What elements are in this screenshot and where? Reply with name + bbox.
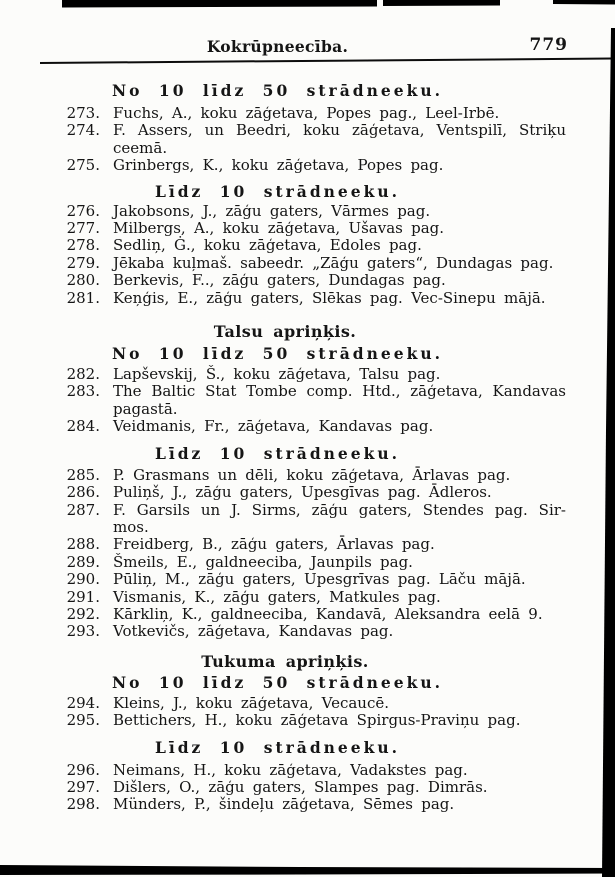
entry-text: Jēkaba kuļmaš. sabeedr. „Zāģu gaters“, Dundagas pag. [113,253,554,272]
entry-row [0,366,615,383]
entry-number: 285. [66,465,100,484]
entry-text: Berkevis, F.., zāģu gaters, Dundagas pag. [113,271,446,290]
group-heading: Līdz 10 strādneeku. [154,181,401,201]
scan-bar-top-left [62,0,377,8]
entry-number: 284. [66,417,100,436]
entry-text: Votkevičs, zāģetava, Kandavas pag. [113,622,394,641]
entry-number: 292. [66,604,100,623]
entry-list [0,203,615,307]
entry-text: Kārkliņ, K., galdneeciba, Kandavā, Aleksandra eelā 9. [113,604,543,623]
entry-number: 295. [66,711,100,730]
entry-text: Kleins, J., koku zāģetava, Vecaucē. [113,693,389,712]
entry-text: Grinbergs, K., koku zāģetava, Popes pag. [113,156,444,175]
entry-text: Veidmanis, Fr., zāģetava, Kandavas pag. [113,417,434,436]
entry-text: Milbergs, A., koku zāģetava, Ušavas pag. [113,219,445,238]
entry-text: Keņģis, E., zāģu gaters, Slēkas pag. Vec-Sinepu mājā. [113,288,546,307]
entry-text: Puliņš, J., zāģu gaters, Upesgīvas pag. Ādleros. [113,483,492,502]
group-heading: No 10 līdz 50 strādneeku. [112,81,443,100]
entry-number: 287. [66,500,100,519]
entry-row [0,467,615,484]
entry-text-line: ceemā. [113,138,168,157]
entry-row [0,272,615,289]
entry-row [0,220,615,237]
entry-number: 278. [66,236,100,255]
group-heading: Līdz 10 strādneeku. [154,737,401,757]
entry-text: Freidberg, B., zāģu gaters, Ārlavas pag. [113,535,435,554]
entry-row [0,157,615,174]
entry-text: P. Grasmans un dēli, koku zāģetava, Ārlavas pag. [113,465,511,484]
scan-bar-top-mid [383,0,500,6]
entry-text-line: F. Garsils un J. Sirms, zāģu gaters, Stendes pag. Sir- [113,500,566,519]
entry-row [0,712,615,729]
entry-number: 279. [66,253,100,272]
entry-row [0,484,615,501]
entry-text-line: pagastā. [113,399,178,418]
entry-row [0,290,615,307]
entry-row [0,571,615,588]
scan-bar-bottom [0,865,615,875]
entry-text [113,502,566,537]
entry-text: Münders, P., šindeļu zāģetava, Sēmes pag. [113,795,455,814]
entry-list [0,467,615,641]
entry-row [0,554,615,571]
entry-row [0,237,615,254]
group-heading: No 10 līdz 50 strādneeku. [112,672,443,692]
entry-row [0,589,615,606]
entry-number: 298. [66,795,100,814]
entry-row [0,762,615,779]
page-number: 779 [529,35,568,55]
entry-text: Fuchs, A., koku zāģetava, Popes pag., Leel-Irbē. [113,104,500,122]
entry-number: 289. [66,552,100,571]
entry-row [0,383,615,418]
entry-row [0,203,615,220]
entry-row [0,606,615,623]
entry-text: Dišlers, O., zāģu gaters, Slampes pag. Dimrās. [113,777,488,796]
entry-list [0,366,615,436]
entry-number: 280. [66,271,100,290]
entry-text: Neimans, H., koku zāģetava, Vadakstes pag. [113,760,468,779]
entry-text: Sedliņ, Ġ., koku zāģetava, Edoles pag. [113,236,422,255]
entry-text: Jakobsons, J., zāģu gaters, Vārmes pag. [113,201,431,220]
entry-list [0,762,615,814]
entry-list [0,695,615,730]
entry-row [0,122,615,157]
entry-text: Vismanis, K., zāģu gaters, Matkules pag. [113,587,441,606]
entry-number: 290. [66,570,100,589]
entry-number: 283. [66,382,100,401]
entry-row [0,796,615,813]
district-heading: Tukuma apriņķis. [201,651,369,671]
entry-number: 296. [66,760,100,779]
entry-row [0,502,615,537]
entry-row [0,623,615,640]
entry-number: 288. [66,535,100,554]
entry-row [0,695,615,712]
entry-number: 291. [66,587,100,606]
entry-number: 286. [66,483,100,502]
entry-text-line: mos. [113,517,149,536]
entry-number: 293. [66,622,100,641]
header-rule [40,58,612,65]
entry-number: 282. [66,365,100,384]
entry-text: Šmeils, E., galdneeciba, Jaunpils pag. [113,552,413,571]
scan-bar-top-right [553,0,615,5]
entry-number: 297. [66,777,100,796]
entry-text: Lapševskij, Š., koku zāģetava, Talsu pag. [113,365,441,384]
entry-row [0,779,615,796]
group-heading: Līdz 10 strādneeku. [154,443,401,463]
entry-row [0,536,615,553]
entry-number: 273. [66,104,100,122]
entry-number: 294. [66,693,100,712]
group-heading: No 10 līdz 50 strādneeku. [112,344,443,364]
entry-number: 281. [66,288,100,307]
entry-number: 276. [66,201,100,220]
entry-text-line: The Baltic Stat Tombe comp. Htd., zāģetava, Kandavas [113,382,566,401]
entry-list [0,105,615,175]
entry-number: 275. [66,156,100,175]
entry-text [113,383,566,418]
entry-number: 274. [66,121,100,140]
entry-text-line: F. Assers, un Beedri, koku zāģetava, Ventspilī, Striķu [113,121,566,140]
entry-text: Pūliņ, M., zāģu gaters, Upesgrīvas pag. Lāču mājā. [113,570,526,589]
page-header [0,37,615,56]
entry-row [0,255,615,272]
district-heading: Talsu apriņķis. [213,322,357,342]
entry-row [0,418,615,435]
entry-text [113,122,566,157]
entry-text: Bettichers, H., koku zāģetava Spirgus-Praviņu pag. [113,711,521,730]
page-header-title: Kokrūpneecība. [206,37,349,56]
entry-number: 277. [66,219,100,238]
entry-row [0,105,615,122]
